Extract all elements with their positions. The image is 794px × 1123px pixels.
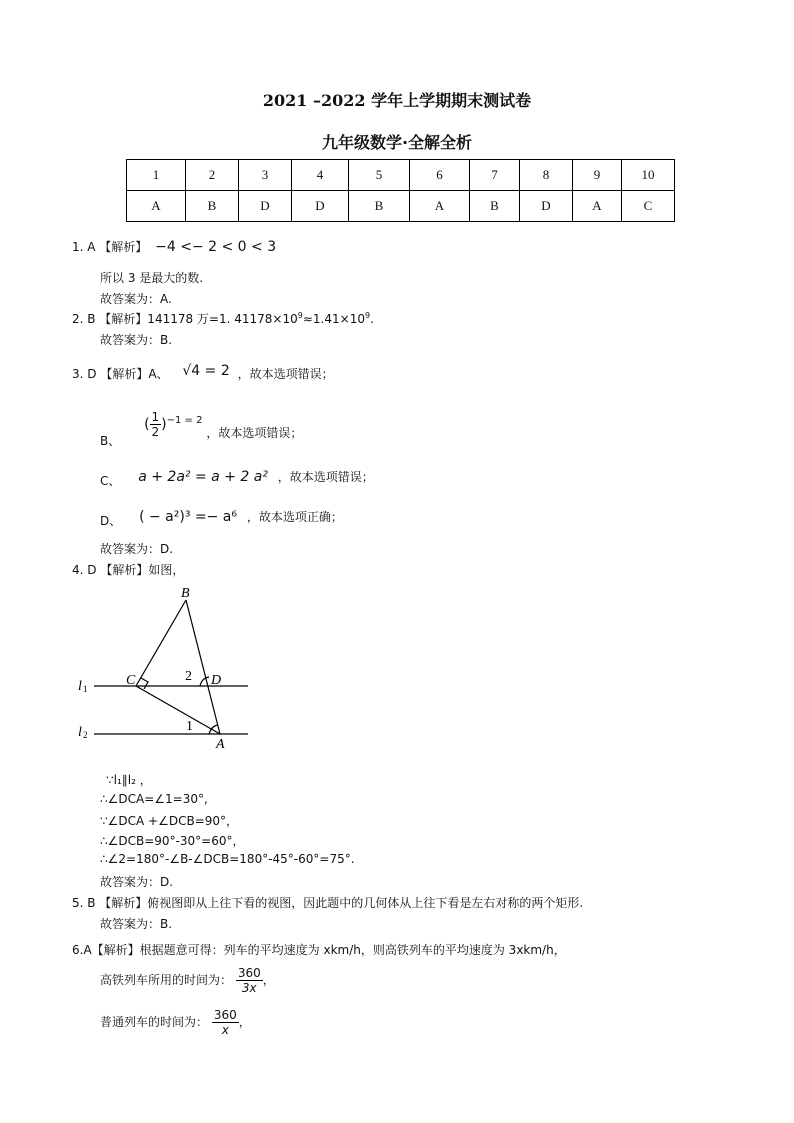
q3-b-verdict: ，故本选项错误； — [206, 425, 303, 440]
table-cell: 7 — [470, 160, 520, 191]
page-subtitle: 九年级数学·全解全析 — [321, 133, 473, 152]
fraction-denominator: 3x — [241, 981, 257, 995]
table-cell: B — [186, 191, 239, 222]
q4-line: ∵∠DCA +∠DCB=90°， — [100, 814, 239, 828]
q3-d-verdict: ，故本选项正确； — [246, 510, 343, 524]
q3-option-a — [72, 365, 334, 382]
fraction-numerator: 360 — [237, 966, 261, 980]
q3-label: 3. D 【解析】A、 — [72, 367, 169, 381]
q3-option-d — [100, 508, 343, 528]
table-cell: 3 — [239, 160, 292, 191]
q6-line1-label: 高铁列车所用的时间为： — [100, 973, 233, 987]
q6-line2 — [100, 1008, 251, 1037]
q3-a-expression: √4 = 2 — [182, 363, 230, 379]
q1-expression: −4 <− 2 < 0 < 3 — [155, 239, 277, 255]
right-angle-mark — [141, 678, 148, 689]
q4-line: ∵l₁∥l₂ ， — [106, 773, 152, 787]
table-cell: 9 — [573, 160, 622, 191]
q1-head — [72, 238, 276, 255]
q3-option-b — [100, 410, 303, 448]
segment-bc — [136, 600, 186, 686]
label-b: B — [181, 586, 190, 601]
q2-tail: . — [370, 312, 374, 326]
q6-line2-fraction — [212, 1008, 239, 1037]
q3-d-expression: ( − a²)³ =− a⁶ — [139, 509, 237, 525]
q2-head — [72, 310, 374, 327]
q6-line1-fraction — [236, 966, 263, 995]
q2-approx: ≈1.41×10 — [302, 312, 365, 326]
table-cell: D — [239, 191, 292, 222]
answer-table-number-row — [127, 160, 675, 191]
q4-line: ∴∠DCA=∠1=30°, — [100, 792, 208, 806]
fraction-numerator: 1 — [151, 410, 160, 424]
segment-ba — [186, 600, 220, 734]
q3-d-label: D、 — [100, 514, 122, 528]
label-l1: l — [78, 679, 82, 694]
table-cell: D — [292, 191, 349, 222]
table-cell: C — [622, 191, 675, 222]
table-cell: 1 — [127, 160, 186, 191]
q6-head: 6.A【解析】根据题意可得：列车的平均速度为 xkm/h，则高铁列车的平均速度为 3xkm/h， — [72, 943, 566, 957]
label-d: D — [211, 673, 222, 688]
q6-line1 — [100, 966, 275, 995]
q3-b-label: B、 — [100, 433, 121, 448]
q1-label: 1. A 【解析】 — [72, 240, 148, 254]
q3-c-expression: a + 2a² = a + 2 a² — [138, 469, 268, 485]
q5-head: 5. B 【解析】俯视图即从上往下看的视图，因此题中的几何体从上往下看是左右对称的两个矩形. — [72, 896, 584, 910]
label-l1-subscript: 1 — [83, 684, 88, 694]
table-cell: A — [573, 191, 622, 222]
page-title: 2021 –2022 学年上学期期末测试卷 — [262, 91, 532, 110]
q2-exponent: 9 — [297, 311, 303, 320]
q2-exponent: 9 — [364, 311, 371, 320]
q4-line: ∴∠DCB=90°-30°=60°， — [100, 834, 245, 848]
q5-answer: 故答案为：B. — [100, 917, 173, 931]
table-cell: 5 — [349, 160, 410, 191]
label-l2: l — [78, 725, 82, 740]
q6-line2-label: 普通列车的时间为： — [100, 1015, 209, 1029]
table-cell: 4 — [292, 160, 349, 191]
segment-ca — [136, 686, 220, 734]
q3-b-power: −1 = 2 — [166, 414, 203, 426]
table-cell: 2 — [186, 160, 239, 191]
q3-b-expression: ( $\frac{1}{2}$ )$^{-1 = 2}$ — [144, 410, 203, 439]
table-cell: B — [470, 191, 520, 222]
q2-answer: 故答案为：B. — [100, 333, 173, 347]
geometry-figure — [70, 580, 270, 755]
table-cell: A — [410, 191, 470, 222]
answer-table-answer-row — [127, 191, 675, 222]
q3-answer: 故答案为：D. — [100, 542, 174, 556]
q1-line1: 所以 3 是最大的数. — [100, 271, 204, 285]
label-a: A — [216, 737, 225, 752]
answer-table — [126, 159, 675, 222]
fraction-denominator: x — [221, 1023, 229, 1037]
q3-option-c — [100, 468, 374, 488]
q3-c-label: C、 — [100, 474, 121, 488]
q4-line: ∴∠2=180°-∠B-∠DCB=180°-45°-60°=75°. — [100, 852, 355, 866]
q3-a-verdict: ，故本选项错误； — [237, 367, 334, 381]
q6-line2-tail: ， — [238, 1015, 251, 1029]
table-cell: 8 — [520, 160, 573, 191]
table-cell: A — [127, 191, 186, 222]
q2-label: 2. B 【解析】141178 万=1. 41178×10 — [72, 312, 298, 326]
fraction-denominator: 2 — [151, 425, 160, 439]
q1-answer: 故答案为：A. — [100, 292, 172, 306]
label-l2-subscript: 2 — [83, 730, 88, 740]
fraction-numerator: 360 — [213, 1008, 237, 1022]
q4-answer: 故答案为：D. — [100, 875, 174, 889]
label-angle-2: 2 — [185, 669, 192, 684]
label-c: C — [126, 673, 136, 688]
q3-c-verdict: ，故本选项错误； — [277, 470, 374, 484]
q6-line1-tail: ， — [262, 973, 275, 987]
table-cell: 6 — [410, 160, 470, 191]
q4-head: 4. D 【解析】如图， — [72, 563, 185, 577]
table-cell: 10 — [622, 160, 675, 191]
table-cell: D — [520, 191, 573, 222]
table-cell: B — [349, 191, 410, 222]
q3-b-fraction — [150, 410, 162, 439]
label-angle-1: 1 — [186, 719, 193, 734]
